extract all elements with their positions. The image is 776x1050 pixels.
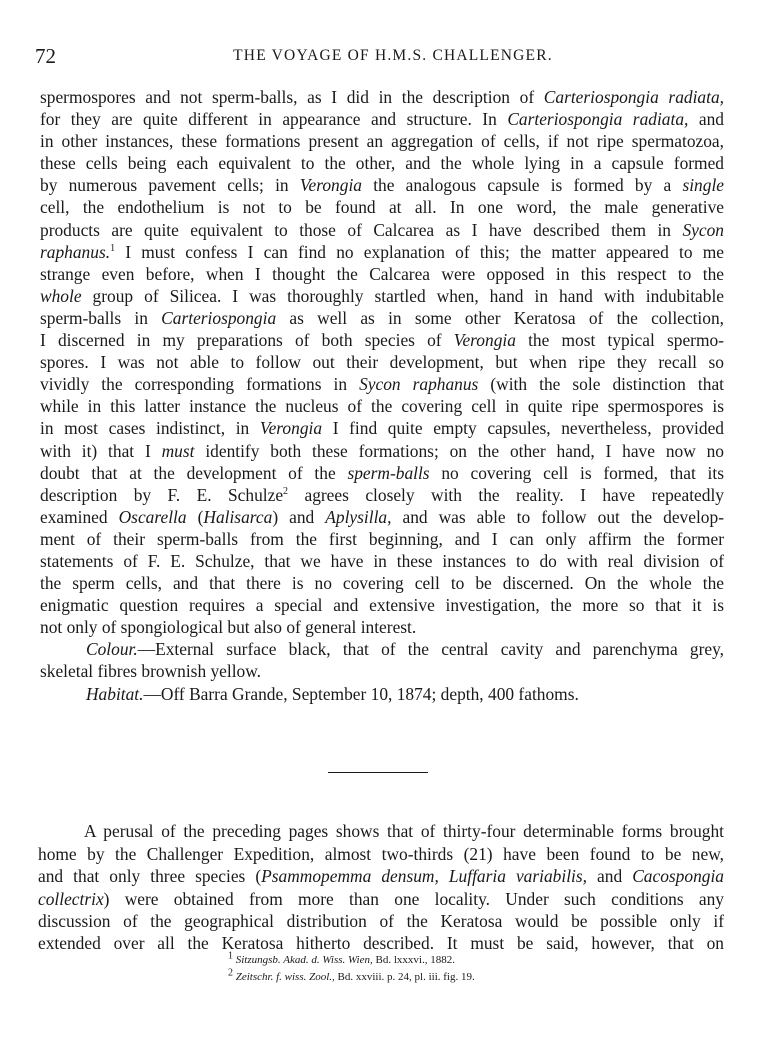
paragraph-spermospores	[40, 86, 724, 638]
text-line: spores. I was not able to follow out their development, but when ripe they recall so	[40, 352, 724, 373]
summary-paragraph	[38, 803, 724, 972]
text-line: with it) that I must identify both these formations; on the other hand, I have now no	[40, 440, 724, 461]
text-line: description by F. E. Schulze$^2$ agrees closely with the reality. I have repeatedly	[40, 484, 725, 505]
text-line: skeletal fibres brownish yellow.	[40, 661, 262, 682]
footnote-2: $^2$ Zeitschr. f. wiss. Zool., Bd. xxviii. p. 24, pl. iii. fig. 19.	[228, 967, 475, 983]
text-line: in most cases indistinct, in Verongia I find quite empty capsules, nevertheless, provided	[40, 418, 725, 439]
footnote-ref-2: 2	[283, 485, 289, 497]
text-line: whole group of Silicea. I was thoroughly startled when, hand in hand with indubitable	[40, 285, 724, 306]
text-line: for they are quite different in appearance and structure. In Carteriospongia radiata, and	[40, 109, 724, 130]
habitat-label: Habitat.	[86, 683, 144, 704]
text-line: these cells being each equivalent to the other, and the whole lying in a capsule formed	[40, 153, 724, 174]
text-line: I discerned in my preparations of both species of Verongia the most typical spermo-	[40, 330, 724, 351]
text-line: collectrix) were obtained from more than one locality. Under such conditions any	[38, 888, 724, 909]
colour-label: Colour.	[86, 639, 138, 660]
text-line: Colour.—External surface black, that of the central cavity and parenchyma grey,	[86, 639, 724, 660]
section-divider	[328, 772, 428, 773]
text-line: enigmatic question requires a special and extensive investigation, the more so that it is	[40, 595, 724, 616]
text-line: cell, the endothelium is not to be found at all. In one word, the male generative	[40, 197, 724, 218]
text-line: ment of their sperm-balls from the first beginning, and I can only affirm the former	[40, 528, 724, 549]
text-line: vividly the corresponding formations in Sycon raphanus (with the sole distinction that	[40, 374, 724, 395]
footnotes	[228, 952, 668, 986]
footnote-1: $^1$ Sitzungsb. Akad. d. Wiss. Wien, Bd. lxxxvi., 1882.	[228, 950, 455, 966]
text-line: products are quite equivalent to those of Calcarea as I have described them in Sycon	[40, 219, 724, 240]
text-line: in other instances, these formations present an aggregation of cells, if not ripe spermatozoa,	[40, 131, 724, 152]
text-line: raphanus.$^1$ I must confess I can find no explanation of this; the matter appeared to me	[40, 241, 724, 262]
page-number: 72	[35, 44, 56, 68]
text-line: home by the Challenger Expedition, almost two-thirds (21) have been found to be new,	[38, 843, 724, 864]
paragraph-colour	[40, 638, 724, 682]
footnote-ref-1: 1	[110, 242, 116, 254]
running-title: THE VOYAGE OF H.M.S. CHALLENGER.	[233, 47, 553, 64]
text-line: Habitat.—Off Barra Grande, September 10, 1874; depth, 400 fathoms.	[86, 683, 579, 704]
text-line: while in this latter instance the nucleus of the covering cell in quite ripe spermospores is	[40, 396, 724, 417]
text-line: extended over all the Keratosa hitherto described. It must be said, however, that on	[38, 933, 724, 954]
text-line: sperm-balls in Carteriospongia as well as in some other Keratosa of the collection,	[40, 307, 725, 328]
paragraph-habitat	[40, 683, 724, 705]
main-text	[40, 86, 724, 705]
text-line: spermospores and not sperm-balls, as I did in the description of Carteriospongia radiata,	[40, 87, 724, 107]
text-line: doubt that at the development of the sperm-balls no covering cell is formed, that its	[40, 462, 724, 483]
text-line: statements of F. E. Schulze, that we have in these instances to do with real division of	[40, 550, 724, 571]
text-line: not only of spongiological but also of general interest.	[40, 617, 417, 638]
text-line: strange even before, when I thought the Calcarea were opposed in this respect to the	[40, 263, 724, 284]
page-header	[35, 44, 731, 72]
text-line: discussion of the geographical distribution of the Keratosa would be possible only if	[38, 911, 724, 932]
text-line: examined Oscarella (Halisarca) and Aplysilla, and was able to follow out the develop-	[40, 506, 724, 527]
text-line: by numerous pavement cells; in Verongia the analogous capsule is formed by a single	[40, 175, 724, 196]
text-line: and that only three species (Psammopemma densum, Luffaria variabilis, and Cacospongia	[38, 866, 724, 887]
text-line: the sperm cells, and that there is no covering cell to be discerned. On the whole the	[40, 573, 724, 594]
text-line: A perusal of the preceding pages shows that of thirty-four determinable forms brought	[84, 821, 724, 842]
